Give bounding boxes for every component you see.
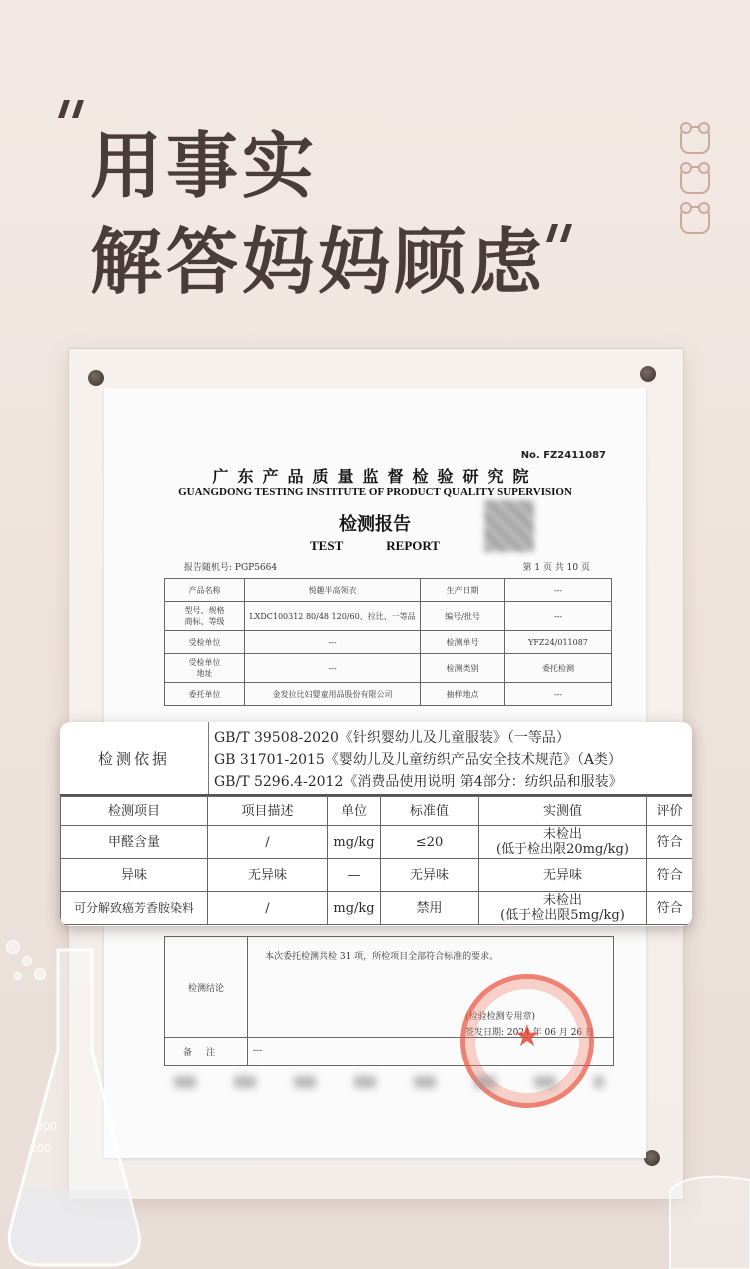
results-header-cell: 项目描述 — [208, 797, 328, 826]
info-cell: LXDC100312 80/48 120/60、拉比、一等品 — [245, 602, 421, 631]
results-cell: mg/kg — [328, 826, 381, 859]
info-cell: 检测单号 — [421, 631, 505, 654]
info-cell: 生产日期 — [421, 579, 505, 602]
conclusion-text: 本次委托检测共检 31 项，所检项目全部符合标准的要求。 — [265, 952, 499, 962]
results-header-cell: 评价 — [647, 797, 693, 826]
info-cell: --- — [505, 579, 612, 602]
info-cell: YFZ24/011087 — [505, 631, 612, 654]
results-cell: 无异味 — [208, 859, 328, 892]
standard-2: GB 31701-2015《婴幼儿及儿童纺织产品安全技术规范》（A类） — [214, 752, 622, 768]
results-cell: 符合 — [647, 892, 693, 925]
info-row — [165, 654, 612, 683]
info-cell: 型号、规格 商标、等级 — [165, 602, 245, 631]
results-row — [61, 859, 693, 892]
flask-mark-300: 300 — [36, 1120, 57, 1133]
info-cell: 产品名称 — [165, 579, 245, 602]
results-header-cell: 检测项目 — [61, 797, 208, 826]
institute-name-en: GUANGDONG TESTING INSTITUTE OF PRODUCT QUALITY SUPERVISION — [178, 486, 572, 498]
quote-open-icon — [52, 92, 92, 132]
results-row — [61, 826, 693, 859]
info-cell: --- — [245, 631, 421, 654]
headline-line-1: 用事实 — [90, 124, 319, 208]
remark-label: 备注 — [165, 1038, 248, 1065]
info-cell: 受检单位 地址 — [165, 654, 245, 683]
info-cell: 受检单位 — [165, 631, 245, 654]
results-cell: ≤20 — [381, 826, 479, 859]
quote-close-icon — [538, 210, 578, 250]
headline — [90, 118, 546, 310]
conclusion-label: 检测结论 — [165, 937, 248, 1037]
bubble — [6, 940, 20, 954]
results-cell: — — [328, 859, 381, 892]
test-results-card — [60, 722, 692, 926]
report-title-cn: 检测报告 — [339, 514, 411, 535]
results-cell: 禁用 — [381, 892, 479, 925]
report-serial: 报告随机号: PGP5664 — [184, 563, 278, 573]
results-cell: 无异味 — [479, 859, 647, 892]
test-basis-section — [60, 722, 692, 796]
info-cell: 委托单位 — [165, 683, 245, 706]
results-cell: / — [208, 826, 328, 859]
bubble — [14, 972, 22, 980]
standard-1: GB/T 39508-2020《针织婴幼儿及儿童服装》（一等品） — [214, 730, 570, 746]
results-header-cell: 实测值 — [479, 797, 647, 826]
info-cell: 编号/批号 — [421, 602, 505, 631]
results-cell: 未检出 (低于检出限5mg/kg) — [479, 892, 647, 925]
page-info: 第 1 页 共 10 页 — [522, 563, 590, 573]
report-info-table — [164, 578, 612, 706]
flask-icon — [0, 930, 150, 1269]
issue-date: 签发日期: 2024 年 06 月 26 日 — [465, 1028, 595, 1038]
info-cell: 金发拉比妇婴童用品股份有限公司 — [245, 683, 421, 706]
info-cell: 检测类别 — [421, 654, 505, 683]
test-basis-label: 检测依据 — [60, 722, 209, 794]
results-cell: 甲醛含量 — [61, 826, 208, 859]
info-cell: --- — [505, 683, 612, 706]
results-cell: 异味 — [61, 859, 208, 892]
info-cell: 悦趣半高领衣 — [245, 579, 421, 602]
results-cell: 未检出 (低于检出限20mg/kg) — [479, 826, 647, 859]
report-number: No. FZ2411087 — [520, 450, 606, 461]
bubble — [22, 956, 32, 966]
blurred-signatures — [174, 1076, 604, 1088]
results-cell: 可分解致癌芳香胺染料 — [61, 892, 208, 925]
info-row — [165, 631, 612, 654]
bubble — [34, 968, 46, 980]
results-row — [61, 892, 693, 925]
results-cell: / — [208, 892, 328, 925]
info-row — [165, 602, 612, 631]
bear-icons — [680, 126, 710, 246]
info-cell: 委托检测 — [505, 654, 612, 683]
bear-icon — [680, 126, 710, 154]
institute-name-cn: 广东产品质量监督检验研究院 — [212, 467, 538, 486]
headline-line-2: 解答妈妈顾虑 — [90, 220, 547, 304]
results-cell: 符合 — [647, 826, 693, 859]
beaker-icon — [650, 1150, 750, 1269]
blurred-qr-code — [484, 500, 534, 552]
results-cell: 符合 — [647, 859, 693, 892]
bear-icon — [680, 166, 710, 194]
info-cell: --- — [245, 654, 421, 683]
results-header-cell: 单位 — [328, 797, 381, 826]
results-table — [60, 796, 692, 925]
report-title-en: TEST REPORT — [310, 538, 440, 553]
standard-3: GB/T 5296.4-2012《消费品使用说明 第4部分：纺织品和服装》 — [214, 774, 623, 790]
star-icon: ★ — [513, 1019, 541, 1054]
bear-icon — [680, 206, 710, 234]
results-header-row — [61, 797, 693, 826]
screw-icon — [640, 366, 656, 382]
info-cell: --- — [505, 602, 612, 631]
remark-value: --- — [253, 1046, 263, 1056]
info-cell: 抽样地点 — [421, 683, 505, 706]
flask-mark-200: 200 — [30, 1142, 51, 1155]
info-row — [165, 683, 612, 706]
seal-caption: (检验检测专用章) — [465, 1012, 536, 1022]
results-cell: mg/kg — [328, 892, 381, 925]
results-cell: 无异味 — [381, 859, 479, 892]
info-row — [165, 579, 612, 602]
results-header-cell: 标准值 — [381, 797, 479, 826]
screw-icon — [88, 370, 104, 386]
